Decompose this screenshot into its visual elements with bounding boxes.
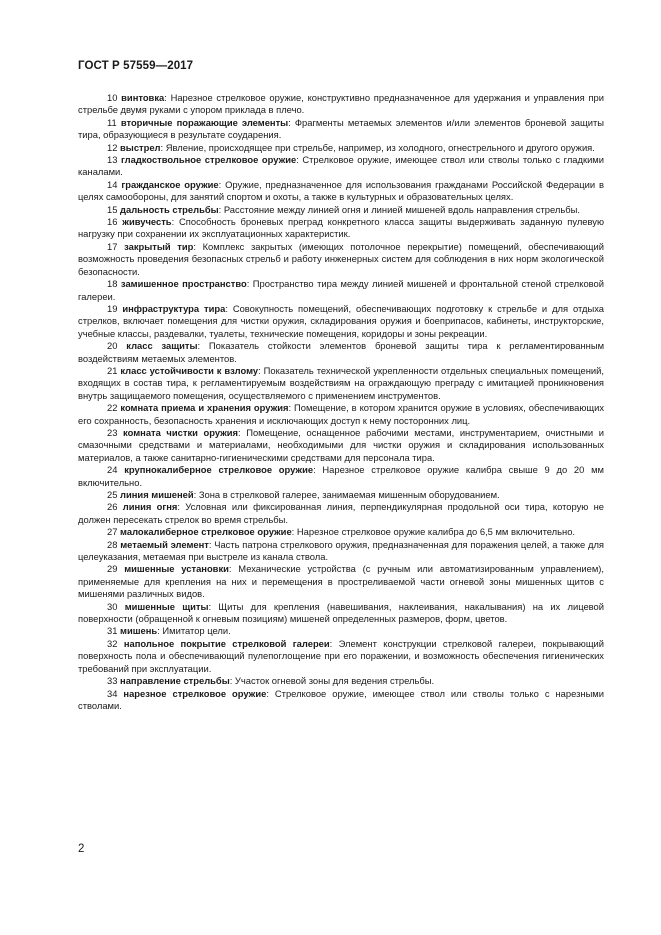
term-number: 14 (107, 178, 118, 190)
term-definition: : Нарезное стрелковое оружие, конструктивно предназначенное для удержания и управления при стрельбе двумя руками с упором приклада в плечо. (78, 92, 605, 116)
term-entry (78, 539, 604, 564)
term-entry (78, 278, 604, 303)
term-word: закрытый тир (124, 240, 194, 252)
term-number: 28 (107, 538, 118, 550)
term-entry (78, 216, 604, 241)
term-entry (78, 154, 604, 179)
term-definition: : Способность броневых преград конкретного класса защиты выдерживать заданную пулевую нагрузку при сохранении их эксплуатационных характеристик. (78, 216, 604, 240)
term-number: 12 (107, 141, 118, 153)
term-word: гражданское оружие (121, 178, 219, 190)
term-definition: : Показатель стойкости элементов броневой защиты тира к регламентированным воздействиям метаемых элементов. (78, 340, 605, 364)
term-entry (78, 638, 604, 675)
term-definition: : Условная или фиксированная линия, перпендикулярная продольной оси тира, которую не должен пересекать стрелок во время стрельбы. (78, 501, 605, 525)
term-word: живучесть (122, 216, 172, 228)
term-number: 22 (107, 402, 118, 414)
terms-list (78, 92, 604, 712)
term-word: вторичные поражающие элементы (120, 116, 289, 128)
term-number: 11 (107, 116, 117, 128)
term-definition: : Нарезное стрелковое оружие калибра свыше 9 до 20 мм включительно. (78, 464, 604, 488)
term-word: класс устойчивости к взлому (120, 364, 259, 376)
term-word: дальность стрельбы (120, 203, 219, 215)
term-definition: : Нарезное стрелковое оружие калибра до 6,5 мм включительно. (291, 526, 576, 538)
term-word: гладкоствольное стрелковое оружие (121, 154, 297, 166)
term-number: 13 (107, 154, 118, 166)
term-word: метаемый элемент (120, 538, 209, 550)
term-definition: : Расстояние между линией огня и линией мишеней вдоль направления стрельбы. (218, 203, 580, 215)
term-number: 10 (107, 92, 118, 103)
term-number: 29 (107, 563, 118, 575)
page-number: 2 (78, 843, 85, 855)
term-word: комната приема и хранения оружия (120, 402, 289, 414)
term-entry (78, 601, 604, 626)
term-number: 17 (107, 240, 118, 252)
term-entry (78, 526, 604, 538)
term-word: напольное покрытие стрелковой галереи (123, 637, 330, 649)
term-number: 25 (107, 489, 118, 500)
term-number: 31 (107, 625, 118, 637)
term-word: комната чистки оружия (123, 426, 239, 438)
term-word: класс защиты (126, 340, 198, 352)
term-word: мишенные щиты (124, 600, 209, 612)
term-number: 16 (107, 216, 118, 228)
term-word: мишенные установки (124, 563, 229, 575)
term-word: крупнокалиберное стрелковое оружие (124, 464, 314, 476)
term-definition: : Фрагменты метаемых элементов и/или элементов броневой защиты тира, образующиеся в результате соударения. (78, 116, 604, 141)
term-definition: : Стрелковое оружие, имеющее ствол или стволы только с нарезными стволами. (78, 687, 604, 711)
term-number: 19 (107, 302, 118, 314)
term-number: 32 (107, 637, 118, 649)
term-entry (78, 675, 604, 687)
term-entry (78, 625, 604, 637)
term-number: 21 (107, 364, 118, 376)
term-definition: : Помещение, в котором хранится оружие в условиях, обеспечивающих его сохранность, безопасность хранения и исключающих доступ к нему посторонних лиц. (78, 402, 605, 426)
term-word: винтовка (121, 92, 165, 103)
term-entry (78, 92, 604, 117)
term-definition: : Щиты для крепления (навешивания, наклеивания, накалывания) на их лицевой поверхности (обращенной к огневым позициям) мишеней определенных размеров, форм, цветов. (78, 600, 604, 625)
term-number: 34 (107, 687, 118, 699)
term-entry (78, 688, 604, 713)
term-word: малокалиберное стрелковое оружие (120, 526, 292, 538)
term-definition: : Показатель технической укрепленности отдельных специальных помещений, входящих в состав тира, к регламентируемым воздействиям на ограждающую преграду с имитацией проникновения внутрь защищаемого помещения, осуществляемого с применением инструментов. (78, 364, 604, 401)
term-definition: : Имитатор цели. (157, 625, 231, 637)
page-header: ГОСТ Р 57559—2017 (78, 60, 194, 72)
term-entry (78, 142, 604, 154)
term-definition: : Комплекс закрытых (имеющих потолочное перекрытие) помещений, обеспечивающий возможность проведения безопасных стрельб и работу инженерных систем для соблюдения в них норм экологической безопасности. (78, 240, 604, 277)
term-definition: : Механические устройства (с ручным или автоматизированным управлением), применяемые для крепления на них и перемещения в простреливаемой части огневой зоны мишенных щитов с мишенями различных видов. (78, 563, 605, 600)
term-definition: : Стрелковое оружие, имеющее ствол или стволы только с гладкими каналами. (78, 154, 604, 178)
term-entry (78, 204, 604, 216)
term-word: инфраструктура тира (122, 302, 226, 314)
term-entry (78, 303, 604, 340)
term-word: нарезное стрелковое оружие (123, 687, 267, 699)
term-entry (78, 563, 604, 600)
term-number: 33 (107, 675, 118, 687)
term-definition: : Зона в стрелковой галерее, занимаемая мишенным оборудованием. (193, 489, 500, 500)
term-definition: : Помещение, оснащенное рабочими местами, инструментарием, очистными и смазочными средствами и материалами, необходимыми для чистки оружия и складирования использованных материалов, а также санитарно-гигиеническими средствами для персонала тира. (78, 426, 604, 463)
term-number: 15 (107, 203, 118, 215)
term-number: 27 (107, 526, 118, 538)
term-entry (78, 241, 604, 278)
term-entry (78, 365, 604, 402)
term-definition: : Участок огневой зоны для ведения стрельбы. (229, 675, 435, 687)
term-number: 24 (107, 464, 118, 476)
term-definition: : Оружие, предназначенное для использования гражданами Российской Федерации в целях самообороны, для занятий спортом и охоты, а также в культурных и образовательных целях. (78, 178, 605, 203)
term-word: мишень (120, 625, 158, 637)
term-word: направление стрельбы (120, 675, 230, 687)
term-word: замишенное пространство (120, 278, 247, 290)
term-entry (78, 427, 604, 464)
term-entry (78, 464, 604, 489)
term-definition: : Совокупность помещений, обеспечивающих подготовку к стрельбе и для отдыха стрелков, включает помещения для чистки оружия, складирования оружия и боеприпасов, кабинеты, инструкторские, учебные классы, раздевалки, туалеты, технические помещения, коридоры и зоны рекреации. (78, 302, 605, 339)
term-entry (78, 501, 604, 526)
term-number: 23 (107, 426, 118, 438)
term-word: линия огня (122, 501, 178, 513)
term-entry (78, 489, 604, 501)
term-number: 30 (107, 600, 118, 612)
term-definition: : Пространство тира между линией мишеней и фронтальной стеной стрелковой галереи. (78, 278, 604, 302)
term-number: 20 (107, 340, 118, 352)
term-entry (78, 179, 604, 204)
term-word: линия мишеней (120, 489, 194, 500)
term-entry (78, 402, 604, 427)
term-definition: : Элемент конструкции стрелковой галереи, покрывающий поверхность пола и обеспечивающий пулепоглощение при его поражении, и возможность обеспечения гигиенических требований при эксплуатации. (78, 637, 605, 674)
term-word: выстрел (120, 141, 161, 153)
term-entry (78, 117, 604, 142)
term-number: 18 (107, 278, 118, 290)
term-number: 26 (107, 501, 118, 513)
term-definition: : Часть патрона стрелкового оружия, предназначенная для поражения целей, а также для целеуказания, метаемая при выстреле из канала ствола. (78, 538, 605, 563)
term-definition: : Явление, происходящее при стрельбе, например, из холодного, огнестрельного и другого оружия. (160, 141, 595, 153)
term-entry (78, 340, 604, 365)
